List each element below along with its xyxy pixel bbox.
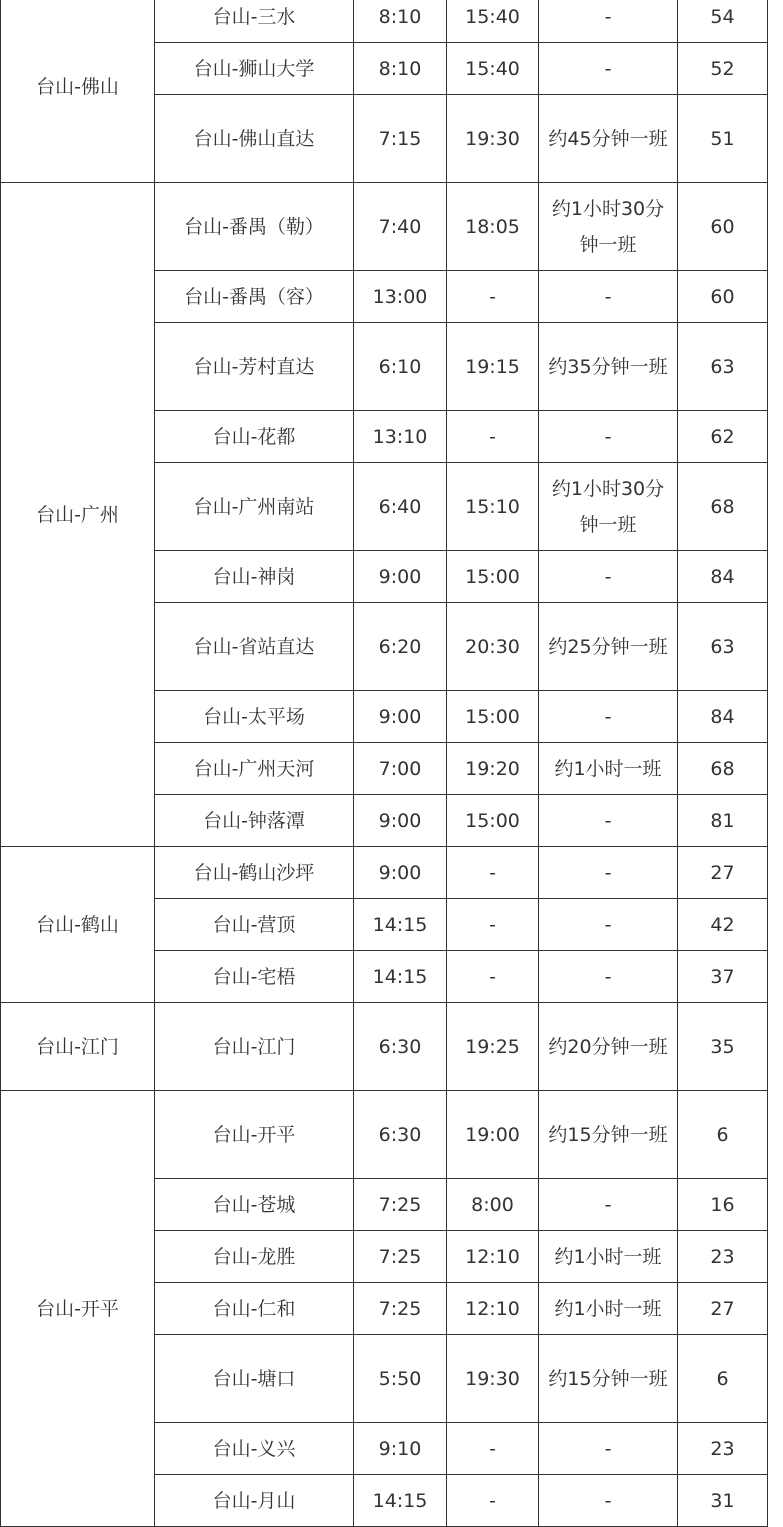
- frequency-text: -: [604, 285, 612, 308]
- price-cell: 62: [678, 411, 768, 463]
- last-bus-cell: -: [447, 411, 539, 463]
- last-bus-cell: 15:00: [447, 691, 539, 743]
- frequency-cell: [539, 1091, 678, 1179]
- price-cell: 63: [678, 603, 768, 691]
- frequency-cell: [539, 1179, 678, 1231]
- frequency-cell: [539, 411, 678, 463]
- last-bus-cell: 15:40: [447, 43, 539, 95]
- route-cell: 台山-钟落潭: [155, 795, 354, 847]
- frequency-cell: [539, 95, 678, 183]
- frequency-cell: [539, 1231, 678, 1283]
- first-bus-cell: 6:30: [354, 1091, 447, 1179]
- frequency-cell: [539, 847, 678, 899]
- price-cell: 6: [678, 1091, 768, 1179]
- first-bus-cell: 8:10: [354, 0, 447, 43]
- frequency-text: 约35分钟一班: [548, 355, 668, 378]
- frequency-cell: [539, 899, 678, 951]
- frequency-text: -: [604, 57, 612, 80]
- first-bus-cell: 7:15: [354, 95, 447, 183]
- frequency-cell: [539, 795, 678, 847]
- route-cell: 台山-三水: [155, 0, 354, 43]
- last-bus-cell: -: [447, 899, 539, 951]
- group-name-cell: 台山-佛山: [1, 0, 155, 183]
- frequency-text: -: [604, 809, 612, 832]
- frequency-text: -: [604, 705, 612, 728]
- price-cell: 81: [678, 795, 768, 847]
- route-cell: 台山-营顶: [155, 899, 354, 951]
- frequency-text: 约15分钟一班: [548, 1123, 668, 1146]
- frequency-text: 约1小时30分钟一班: [551, 477, 665, 536]
- frequency-text: 约1小时一班: [554, 1297, 662, 1320]
- frequency-cell: [539, 691, 678, 743]
- price-cell: 23: [678, 1231, 768, 1283]
- price-cell: 60: [678, 183, 768, 271]
- price-cell: 6: [678, 1335, 768, 1423]
- frequency-text: 约1小时30分钟一班: [551, 197, 665, 256]
- last-bus-cell: 19:00: [447, 1091, 539, 1179]
- last-bus-cell: 12:10: [447, 1283, 539, 1335]
- frequency-text: -: [604, 425, 612, 448]
- price-cell: 35: [678, 1003, 768, 1091]
- last-bus-cell: 12:10: [447, 1231, 539, 1283]
- route-cell: 台山-省站直达: [155, 603, 354, 691]
- route-cell: 台山-鹤山沙坪: [155, 847, 354, 899]
- group-name-cell: 台山-开平: [1, 1091, 155, 1527]
- frequency-cell: [539, 43, 678, 95]
- last-bus-cell: 19:30: [447, 95, 539, 183]
- first-bus-cell: 14:15: [354, 899, 447, 951]
- frequency-text: -: [604, 965, 612, 988]
- group-name-cell: 台山-江门: [1, 1003, 155, 1091]
- first-bus-cell: 8:10: [354, 43, 447, 95]
- price-cell: 42: [678, 899, 768, 951]
- frequency-text: -: [604, 913, 612, 936]
- last-bus-cell: 15:00: [447, 795, 539, 847]
- price-cell: 52: [678, 43, 768, 95]
- route-cell: 台山-狮山大学: [155, 43, 354, 95]
- bus-schedule-body: [1, 0, 768, 1527]
- table-row: [1, 183, 768, 271]
- price-cell: 31: [678, 1475, 768, 1527]
- first-bus-cell: 7:00: [354, 743, 447, 795]
- last-bus-cell: -: [447, 271, 539, 323]
- route-cell: 台山-花都: [155, 411, 354, 463]
- route-cell: 台山-月山: [155, 1475, 354, 1527]
- route-cell: 台山-宅梧: [155, 951, 354, 1003]
- last-bus-cell: 20:30: [447, 603, 539, 691]
- frequency-text: 约20分钟一班: [548, 1035, 668, 1058]
- first-bus-cell: 9:00: [354, 795, 447, 847]
- first-bus-cell: 13:00: [354, 271, 447, 323]
- route-cell: 台山-龙胜: [155, 1231, 354, 1283]
- frequency-text: -: [604, 1193, 612, 1216]
- frequency-cell: [539, 951, 678, 1003]
- price-cell: 27: [678, 1283, 768, 1335]
- frequency-cell: [539, 1283, 678, 1335]
- group-name-cell: 台山-广州: [1, 183, 155, 847]
- route-cell: 台山-塘口: [155, 1335, 354, 1423]
- frequency-cell: [539, 463, 678, 551]
- last-bus-cell: -: [447, 1475, 539, 1527]
- frequency-cell: [539, 323, 678, 411]
- frequency-text: 约1小时一班: [554, 1245, 662, 1268]
- price-cell: 51: [678, 95, 768, 183]
- route-cell: 台山-广州南站: [155, 463, 354, 551]
- route-cell: 台山-番禺（勒）: [155, 183, 354, 271]
- frequency-cell: [539, 271, 678, 323]
- frequency-cell: [539, 603, 678, 691]
- first-bus-cell: 5:50: [354, 1335, 447, 1423]
- first-bus-cell: 7:25: [354, 1283, 447, 1335]
- first-bus-cell: 6:30: [354, 1003, 447, 1091]
- route-cell: 台山-开平: [155, 1091, 354, 1179]
- frequency-cell: [539, 1423, 678, 1475]
- price-cell: 27: [678, 847, 768, 899]
- last-bus-cell: 19:25: [447, 1003, 539, 1091]
- first-bus-cell: 14:15: [354, 951, 447, 1003]
- route-cell: 台山-番禺（容）: [155, 271, 354, 323]
- route-cell: 台山-义兴: [155, 1423, 354, 1475]
- last-bus-cell: 18:05: [447, 183, 539, 271]
- price-cell: 16: [678, 1179, 768, 1231]
- frequency-text: 约1小时一班: [554, 757, 662, 780]
- frequency-cell: [539, 551, 678, 603]
- first-bus-cell: 6:40: [354, 463, 447, 551]
- first-bus-cell: 9:00: [354, 551, 447, 603]
- table-row: [1, 1003, 768, 1091]
- route-cell: 台山-苍城: [155, 1179, 354, 1231]
- frequency-text: -: [604, 861, 612, 884]
- table-row: [1, 847, 768, 899]
- price-cell: 68: [678, 463, 768, 551]
- first-bus-cell: 7:40: [354, 183, 447, 271]
- last-bus-cell: 19:30: [447, 1335, 539, 1423]
- frequency-text: -: [604, 565, 612, 588]
- route-cell: 台山-广州天河: [155, 743, 354, 795]
- route-cell: 台山-神岗: [155, 551, 354, 603]
- last-bus-cell: -: [447, 847, 539, 899]
- last-bus-cell: 8:00: [447, 1179, 539, 1231]
- frequency-text: -: [604, 5, 612, 28]
- first-bus-cell: 9:00: [354, 691, 447, 743]
- last-bus-cell: 19:15: [447, 323, 539, 411]
- route-cell: 台山-太平场: [155, 691, 354, 743]
- route-cell: 台山-佛山直达: [155, 95, 354, 183]
- last-bus-cell: 15:40: [447, 0, 539, 43]
- price-cell: 37: [678, 951, 768, 1003]
- group-name-cell: 台山-鹤山: [1, 847, 155, 1003]
- frequency-cell: [539, 743, 678, 795]
- price-cell: 63: [678, 323, 768, 411]
- last-bus-cell: -: [447, 1423, 539, 1475]
- frequency-cell: [539, 183, 678, 271]
- price-cell: 60: [678, 271, 768, 323]
- route-cell: 台山-江门: [155, 1003, 354, 1091]
- frequency-cell: [539, 0, 678, 43]
- table-row: [1, 0, 768, 43]
- first-bus-cell: 9:00: [354, 847, 447, 899]
- frequency-text: 约15分钟一班: [548, 1367, 668, 1390]
- first-bus-cell: 7:25: [354, 1179, 447, 1231]
- table-row: [1, 1091, 768, 1179]
- route-cell: 台山-芳村直达: [155, 323, 354, 411]
- price-cell: 84: [678, 691, 768, 743]
- frequency-text: 约45分钟一班: [548, 127, 668, 150]
- route-cell: 台山-仁和: [155, 1283, 354, 1335]
- last-bus-cell: -: [447, 951, 539, 1003]
- frequency-cell: [539, 1475, 678, 1527]
- frequency-cell: [539, 1335, 678, 1423]
- price-cell: 84: [678, 551, 768, 603]
- first-bus-cell: 9:10: [354, 1423, 447, 1475]
- frequency-text: 约25分钟一班: [548, 635, 668, 658]
- frequency-text: -: [604, 1489, 612, 1512]
- frequency-cell: [539, 1003, 678, 1091]
- first-bus-cell: 6:20: [354, 603, 447, 691]
- last-bus-cell: 15:10: [447, 463, 539, 551]
- first-bus-cell: 14:15: [354, 1475, 447, 1527]
- first-bus-cell: 6:10: [354, 323, 447, 411]
- price-cell: 68: [678, 743, 768, 795]
- last-bus-cell: 19:20: [447, 743, 539, 795]
- frequency-text: -: [604, 1437, 612, 1460]
- last-bus-cell: 15:00: [447, 551, 539, 603]
- price-cell: 54: [678, 0, 768, 43]
- first-bus-cell: 7:25: [354, 1231, 447, 1283]
- first-bus-cell: 13:10: [354, 411, 447, 463]
- price-cell: 23: [678, 1423, 768, 1475]
